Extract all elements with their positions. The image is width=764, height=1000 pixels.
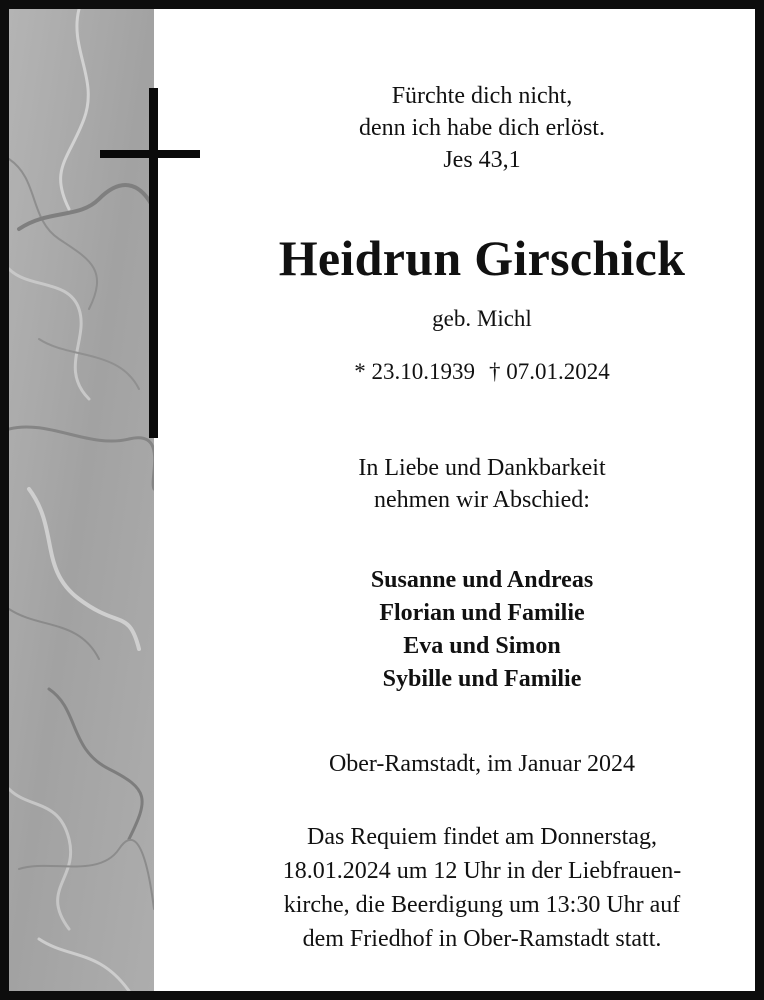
mourners-list (200, 564, 764, 696)
notice-line: dem Friedhof in Ober-Ramstadt statt. (302, 926, 662, 952)
verse-line: denn ich habe dich erlöst. (359, 115, 605, 141)
life-dates (200, 356, 764, 388)
service-notice (200, 820, 764, 956)
cross-icon-horizontal (100, 150, 200, 158)
farewell-line: nehmen wir Abschied: (374, 487, 590, 513)
mourner-entry: Eva und Simon (403, 633, 561, 659)
farewell-text (200, 452, 764, 516)
bible-verse (200, 80, 764, 176)
mourner-entry: Florian und Familie (379, 600, 585, 626)
maiden-name: geb. Michl (432, 306, 532, 331)
cross-icon-vertical (149, 88, 158, 438)
mourner-entry: Susanne und Andreas (370, 567, 594, 593)
mourner-entry: Sybille und Familie (382, 666, 582, 692)
death-date: † 07.01.2024 (489, 359, 610, 384)
place-and-date: Ober-Ramstadt, im Januar 2024 (328, 751, 636, 777)
birth-date: * 23.10.1939 (354, 359, 475, 384)
verse-reference: Jes 43,1 (443, 147, 521, 173)
deceased-name: Heidrun Girschick (278, 230, 686, 286)
verse-line: Fürchte dich nicht, (391, 83, 573, 109)
farewell-line: In Liebe und Dankbarkeit (358, 455, 606, 481)
notice-line: kirche, die Beerdigung um 13:30 Uhr auf (283, 892, 681, 918)
notice-line: 18.01.2024 um 12 Uhr in der Liebfrauen- (282, 858, 682, 884)
notice-line: Das Requiem findet am Donnerstag, (307, 824, 657, 850)
